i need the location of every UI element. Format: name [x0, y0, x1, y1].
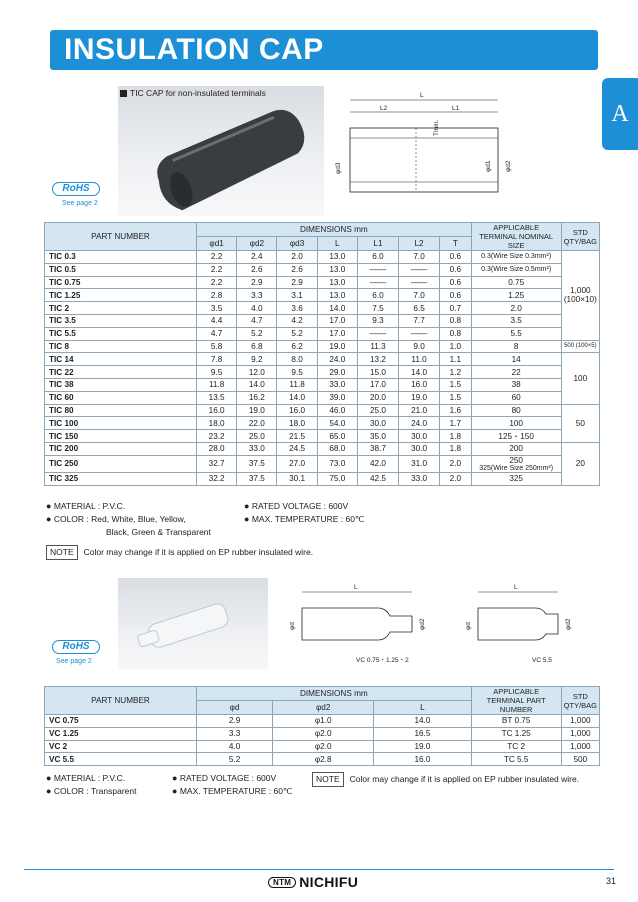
- applicable-terminal-cell: 22: [471, 366, 561, 379]
- dimension-cell: φ2.8: [273, 753, 374, 766]
- dimension-cell: 24.5: [277, 442, 317, 455]
- part-number-cell: TIC 80: [45, 404, 197, 417]
- section-tab: [602, 78, 638, 150]
- dimension-cell: 11.8: [197, 378, 237, 391]
- dimension-cell: 1.0: [440, 340, 472, 353]
- dimension-cell: 16.0: [277, 404, 317, 417]
- dimension-cell: 17.0: [317, 314, 357, 327]
- dimension-cell: 9.2: [237, 353, 277, 366]
- dimension-cell: 6.8: [237, 340, 277, 353]
- dimension-cell: φ1.0: [273, 715, 374, 728]
- part-number-cell: VC 5.5: [45, 753, 197, 766]
- part-number-cell: TIC 2: [45, 302, 197, 315]
- dimension-cell: 2.4: [237, 251, 277, 264]
- part-number-cell: VC 2: [45, 740, 197, 753]
- brand-mark: NTM: [268, 877, 296, 888]
- vc-col-applicable-terminal: APPLICABLE TERMINAL PART NUMBER: [471, 687, 561, 715]
- dimension-cell: 5.2: [277, 327, 317, 340]
- vc-spec-color: COLOR : Transparent: [53, 786, 137, 796]
- page-title: INSULATION CAP: [64, 33, 324, 66]
- dimension-cell: 30.1: [277, 472, 317, 485]
- dimension-cell: 5.2: [197, 753, 273, 766]
- dimension-cell: 9.0: [399, 340, 440, 353]
- vc1-label-L: L: [354, 584, 358, 591]
- spec-voltage: RATED VOLTAGE : 600V: [251, 501, 349, 511]
- dimension-cell: 68.0: [317, 442, 357, 455]
- photo-caption: TIC CAP for non-insulated terminals: [120, 88, 266, 98]
- dimension-cell: 27.0: [277, 455, 317, 472]
- dimension-cell: 24.0: [317, 353, 357, 366]
- vc-specs-mid: ● RATED VOLTAGE : 600V ● MAX. TEMPERATURE : 60℃: [172, 773, 293, 796]
- dimension-cell: 14.0: [237, 378, 277, 391]
- table-row: [45, 417, 600, 430]
- dimension-cell: 4.4: [197, 314, 237, 327]
- dimension-cell: 5.2: [237, 327, 277, 340]
- dimension-cell: 46.0: [317, 404, 357, 417]
- applicable-terminal-cell: 5.5: [471, 327, 561, 340]
- dimension-cell: 65.0: [317, 430, 357, 443]
- dimension-cell: 0.6: [440, 251, 472, 264]
- dimension-cell: 6.0: [357, 289, 398, 302]
- tic-specs-left: ● MATERIAL : P.V.C. ● COLOR : Red, White, Blue, Yellow, Black, Green & Transparent: [46, 501, 211, 537]
- note-text: Color may change if it is applied on EP rubber insulated wire.: [83, 547, 314, 557]
- table-row: [45, 430, 600, 443]
- dimension-cell: 16.0: [399, 378, 440, 391]
- part-number-cell: TIC 325: [45, 472, 197, 485]
- applicable-terminal-cell: 0.3(Wire Size 0.5mm²): [471, 263, 561, 276]
- see-page-link-2[interactable]: See page 2: [56, 658, 92, 665]
- dimension-cell: 7.0: [399, 251, 440, 264]
- dimension-cell: 7.0: [399, 289, 440, 302]
- spec-color-cont: Black, Green & Transparent: [106, 527, 211, 537]
- tic-note: [46, 545, 313, 560]
- dimension-cell: 2.8: [197, 289, 237, 302]
- dimension-cell: 1.5: [440, 378, 472, 391]
- col-L: L: [317, 237, 357, 251]
- dimension-cell: 4.2: [277, 314, 317, 327]
- dimension-cell: 37.5: [237, 455, 277, 472]
- vc2-caption: VC 5.5: [532, 657, 552, 664]
- dimension-cell: 16.5: [374, 727, 471, 740]
- col-d2: φd2: [237, 237, 277, 251]
- dimension-cell: 29.0: [317, 366, 357, 379]
- part-number-cell: TIC 38: [45, 378, 197, 391]
- applicable-terminal-cell: 3.5: [471, 314, 561, 327]
- std-qty-cell: 1,000: [561, 727, 599, 740]
- part-number-cell: TIC 60: [45, 391, 197, 404]
- dimension-cell: 6.5: [399, 302, 440, 315]
- dimension-cell: 11.8: [277, 378, 317, 391]
- applicable-terminal-cell: 60: [471, 391, 561, 404]
- std-qty-cell: 50: [561, 404, 599, 442]
- std-qty-cell: 1,000: [561, 715, 599, 728]
- dimension-cell: 4.7: [237, 314, 277, 327]
- dimension-cell: ――: [357, 263, 398, 276]
- dimension-cell: 2.9: [237, 276, 277, 289]
- dimension-cell: 14.0: [317, 302, 357, 315]
- table-row: [45, 740, 600, 753]
- dimension-cell: 13.0: [317, 251, 357, 264]
- dimension-cell: 2.6: [277, 263, 317, 276]
- dimension-cell: 1.1: [440, 353, 472, 366]
- dimension-cell: 38.7: [357, 442, 398, 455]
- std-qty-cell: 100: [561, 353, 599, 404]
- dimension-cell: 42.5: [357, 472, 398, 485]
- dimension-cell: 24.0: [399, 417, 440, 430]
- note-label: NOTE: [46, 545, 78, 560]
- dimension-cell: 0.6: [440, 263, 472, 276]
- dimension-cell: 16.2: [237, 391, 277, 404]
- dimension-cell: 0.6: [440, 289, 472, 302]
- tic-dimension-diagram: [330, 86, 530, 212]
- dimension-cell: 3.1: [277, 289, 317, 302]
- dimension-cell: 21.0: [399, 404, 440, 417]
- applicable-terminal-cell: 38: [471, 378, 561, 391]
- dimension-cell: 3.3: [237, 289, 277, 302]
- dimension-cell: 12.0: [237, 366, 277, 379]
- applicable-terminal-cell: 2.0: [471, 302, 561, 315]
- vc2-label-L: L: [514, 584, 518, 591]
- table-row: [45, 289, 600, 302]
- dimension-cell: 6.2: [277, 340, 317, 353]
- table-row: [45, 404, 600, 417]
- dimension-cell: 1.7: [440, 417, 472, 430]
- dimension-cell: 25.0: [357, 404, 398, 417]
- dimension-cell: 6.0: [357, 251, 398, 264]
- table-row: [45, 340, 600, 353]
- dimension-cell: 18.0: [197, 417, 237, 430]
- part-number-cell: TIC 0.3: [45, 251, 197, 264]
- vc-col-d2: φd2: [273, 701, 374, 715]
- see-page-link[interactable]: See page 2: [62, 200, 98, 207]
- dimension-cell: 9.5: [277, 366, 317, 379]
- dimension-cell: 8.0: [277, 353, 317, 366]
- dimension-cell: 33.0: [399, 472, 440, 485]
- dimension-cell: 2.9: [197, 715, 273, 728]
- dimension-cell: 1.8: [440, 442, 472, 455]
- table-row: [45, 442, 600, 455]
- dimension-cell: 4.0: [237, 302, 277, 315]
- dimension-cell: 13.0: [317, 263, 357, 276]
- dimension-cell: 23.2: [197, 430, 237, 443]
- dimension-cell: 7.5: [357, 302, 398, 315]
- table-row: [45, 263, 600, 276]
- applicable-terminal-cell: 200: [471, 442, 561, 455]
- section-tab-label: A: [611, 101, 629, 127]
- table-row: [45, 715, 600, 728]
- vc-note-label: NOTE: [312, 772, 344, 787]
- dimension-cell: 21.5: [277, 430, 317, 443]
- dimension-cell: 15.0: [357, 366, 398, 379]
- col-dimensions: DIMENSIONS mm: [197, 223, 472, 237]
- rohs-badge-2: RoHS: [52, 640, 100, 654]
- vc-col-part-number: PART NUMBER: [45, 687, 197, 715]
- applicable-terminal-cell: 8: [471, 340, 561, 353]
- applicable-terminal-cell: 80: [471, 404, 561, 417]
- vc-note: [312, 772, 579, 787]
- vc-spec-temp: MAX. TEMPERATURE : 60℃: [179, 786, 293, 796]
- dimension-cell: 1.8: [440, 430, 472, 443]
- dimension-cell: 22.0: [237, 417, 277, 430]
- part-number-cell: TIC 8: [45, 340, 197, 353]
- table-row: [45, 251, 600, 264]
- part-number-cell: TIC 150: [45, 430, 197, 443]
- diagram-label-d3: φd3: [335, 162, 342, 174]
- title-bar: [50, 30, 598, 70]
- vc-55-diagram: [458, 578, 578, 670]
- table-row: [45, 302, 600, 315]
- table-row: [45, 378, 600, 391]
- dimension-cell: 11.0: [399, 353, 440, 366]
- dimension-cell: 13.2: [357, 353, 398, 366]
- applicable-terminal-cell: 100: [471, 417, 561, 430]
- tic-cap-photo: [118, 86, 324, 216]
- table-row: [45, 753, 600, 766]
- applicable-terminal-cell: TC 5.5: [471, 753, 561, 766]
- dimension-cell: 19.0: [374, 740, 471, 753]
- std-qty-cell: 1,000: [561, 740, 599, 753]
- dimension-cell: ――: [399, 263, 440, 276]
- dimension-cell: 2.0: [277, 251, 317, 264]
- applicable-terminal-cell: 1.25: [471, 289, 561, 302]
- dimension-cell: 1.2: [440, 366, 472, 379]
- dimension-cell: ――: [399, 327, 440, 340]
- table-row: [45, 472, 600, 485]
- dimension-cell: 33.0: [237, 442, 277, 455]
- dimension-cell: 14.0: [277, 391, 317, 404]
- part-number-cell: TIC 200: [45, 442, 197, 455]
- applicable-terminal-cell: 0.3(Wire Size 0.3mm²): [471, 251, 561, 264]
- vc2-label-d2: φd2: [565, 618, 572, 630]
- applicable-terminal-cell: 125・150: [471, 430, 561, 443]
- footer-divider: [24, 869, 614, 870]
- dimension-cell: 2.9: [277, 276, 317, 289]
- dimension-cell: 3.5: [197, 302, 237, 315]
- col-std-qty: STD QTY/BAG: [561, 223, 599, 251]
- std-qty-cell: 20: [561, 442, 599, 485]
- table-row: [45, 314, 600, 327]
- vc-cap-photo: [118, 578, 268, 670]
- dimension-cell: 9.5: [197, 366, 237, 379]
- applicable-terminal-cell: 325: [471, 472, 561, 485]
- std-qty-cell: 500 (100×5): [561, 340, 599, 353]
- dimension-cell: 7.8: [197, 353, 237, 366]
- dimension-cell: 19.0: [237, 404, 277, 417]
- dimension-cell: 18.0: [277, 417, 317, 430]
- applicable-terminal-cell: TC 1.25: [471, 727, 561, 740]
- bullet-square-icon: [120, 90, 127, 97]
- dimension-cell: 0.8: [440, 327, 472, 340]
- part-number-cell: VC 1.25: [45, 727, 197, 740]
- dimension-cell: 17.0: [317, 327, 357, 340]
- dimension-cell: 7.7: [399, 314, 440, 327]
- part-number-cell: TIC 0.75: [45, 276, 197, 289]
- tic-dimension-table: [44, 222, 600, 486]
- vc-specs-left: ● MATERIAL : P.V.C. ● COLOR : Transparent: [46, 773, 137, 796]
- spec-color: COLOR : Red, White, Blue, Yellow,: [53, 514, 186, 524]
- table-row: [45, 353, 600, 366]
- std-qty-cell: 1,000 (100×10): [561, 251, 599, 341]
- vc-075-diagram: [282, 578, 430, 670]
- dimension-cell: 3.6: [277, 302, 317, 315]
- vc-note-text: Color may change if it is applied on EP rubber insulated wire.: [349, 774, 580, 784]
- dimension-cell: 30.0: [399, 430, 440, 443]
- vc-col-L: L: [374, 701, 471, 715]
- dimension-cell: 31.0: [399, 455, 440, 472]
- vc-spec-voltage: RATED VOLTAGE : 600V: [179, 773, 277, 783]
- dimension-cell: 14.0: [374, 715, 471, 728]
- dimension-cell: 16.0: [374, 753, 471, 766]
- tic-specs-right: ● RATED VOLTAGE : 600V ● MAX. TEMPERATURE : 60℃: [244, 501, 365, 524]
- dimension-cell: 9.3: [357, 314, 398, 327]
- dimension-cell: 13.0: [317, 276, 357, 289]
- dimension-cell: 1.6: [440, 404, 472, 417]
- dimension-cell: 2.2: [197, 276, 237, 289]
- dimension-cell: ――: [357, 327, 398, 340]
- dimension-cell: 2.2: [197, 263, 237, 276]
- dimension-cell: 13.5: [197, 391, 237, 404]
- applicable-terminal-cell: 0.75: [471, 276, 561, 289]
- dimension-cell: 2.6: [237, 263, 277, 276]
- vc1-label-d: φd: [289, 622, 296, 630]
- dimension-cell: 1.5: [440, 391, 472, 404]
- dimension-cell: 0.8: [440, 314, 472, 327]
- vc-spec-material: MATERIAL : P.V.C.: [53, 773, 126, 783]
- diagram-label-L2: L2: [380, 105, 388, 112]
- applicable-terminal-note: 325(Wire Size 250mm²): [479, 464, 554, 472]
- rohs-badge: RoHS: [52, 182, 100, 196]
- dimension-cell: 19.0: [399, 391, 440, 404]
- dimension-cell: 19.0: [317, 340, 357, 353]
- vc-col-d: φd: [197, 701, 273, 715]
- brand-name: NICHIFU: [299, 874, 359, 890]
- col-d1: φd1: [197, 237, 237, 251]
- dimension-cell: 11.3: [357, 340, 398, 353]
- part-number-cell: TIC 14: [45, 353, 197, 366]
- dimension-cell: 25.0: [237, 430, 277, 443]
- dimension-cell: 2.0: [440, 455, 472, 472]
- dimension-cell: φ2.0: [273, 727, 374, 740]
- diagram-label-L1: L1: [452, 105, 460, 112]
- table-row: [45, 366, 600, 379]
- table-row: [45, 327, 600, 340]
- vc2-label-d: φd: [465, 622, 472, 630]
- dimension-cell: 30.0: [399, 442, 440, 455]
- dimension-cell: 35.0: [357, 430, 398, 443]
- std-qty-cell: 500: [561, 753, 599, 766]
- col-L2: L2: [399, 237, 440, 251]
- dimension-cell: 0.6: [440, 276, 472, 289]
- dimension-cell: 13.0: [317, 289, 357, 302]
- col-part-number: PART NUMBER: [45, 223, 197, 251]
- col-L1: L1: [357, 237, 398, 251]
- applicable-terminal-cell: 250 325(Wire Size 250mm²): [471, 455, 561, 472]
- col-T: T: [440, 237, 472, 251]
- table-row: [45, 727, 600, 740]
- table-row: [45, 391, 600, 404]
- col-d3: φd3: [277, 237, 317, 251]
- dimension-cell: 28.0: [197, 442, 237, 455]
- diagram-label-tmin: Tmin.: [433, 119, 440, 136]
- dimension-cell: 14.0: [399, 366, 440, 379]
- dimension-cell: 0.7: [440, 302, 472, 315]
- vc-dimension-table: [44, 686, 600, 766]
- diagram-label-d1: φd1: [485, 160, 492, 172]
- dimension-cell: 33.0: [317, 378, 357, 391]
- dimension-cell: 39.0: [317, 391, 357, 404]
- dimension-cell: 17.0: [357, 378, 398, 391]
- dimension-cell: ――: [399, 276, 440, 289]
- dimension-cell: 42.0: [357, 455, 398, 472]
- dimension-cell: 16.0: [197, 404, 237, 417]
- dimension-cell: 2.0: [440, 472, 472, 485]
- spec-temp: MAX. TEMPERATURE : 60℃: [251, 514, 365, 524]
- part-number-cell: TIC 5.5: [45, 327, 197, 340]
- vc-col-std-qty: STD QTY/BAG: [561, 687, 599, 715]
- dimension-cell: 30.0: [357, 417, 398, 430]
- dimension-cell: 4.0: [197, 740, 273, 753]
- dimension-cell: 32.7: [197, 455, 237, 472]
- vc-cap-image: [118, 578, 268, 670]
- dimension-cell: 32.2: [197, 472, 237, 485]
- dimension-cell: ――: [357, 276, 398, 289]
- part-number-cell: VC 0.75: [45, 715, 197, 728]
- part-number-cell: TIC 3.5: [45, 314, 197, 327]
- table-row: [45, 276, 600, 289]
- vc1-caption: VC 0.75・1.25・2: [356, 657, 409, 664]
- dimension-cell: 37.5: [237, 472, 277, 485]
- vc1-label-d2: φd2: [419, 618, 426, 630]
- vc-col-dimensions: DIMENSIONS mm: [197, 687, 472, 701]
- applicable-terminal-cell: 14: [471, 353, 561, 366]
- page-number: 31: [606, 876, 617, 886]
- dimension-cell: 4.7: [197, 327, 237, 340]
- diagram-label-L: L: [420, 92, 424, 99]
- col-applicable-terminal: APPLICABLE TERMINAL NOMINAL SIZE: [471, 223, 561, 251]
- part-number-cell: TIC 0.5: [45, 263, 197, 276]
- brand-logo: [268, 874, 358, 890]
- applicable-terminal-cell: TC 2: [471, 740, 561, 753]
- dimension-cell: 54.0: [317, 417, 357, 430]
- part-number-cell: TIC 22: [45, 366, 197, 379]
- dimension-cell: 5.8: [197, 340, 237, 353]
- dimension-cell: 20.0: [357, 391, 398, 404]
- tic-cap-image: [118, 86, 324, 216]
- dimension-cell: 73.0: [317, 455, 357, 472]
- dimension-cell: 75.0: [317, 472, 357, 485]
- applicable-terminal-cell: BT 0.75: [471, 715, 561, 728]
- part-number-cell: TIC 1.25: [45, 289, 197, 302]
- part-number-cell: TIC 250: [45, 455, 197, 472]
- part-number-cell: TIC 100: [45, 417, 197, 430]
- table-row: [45, 455, 600, 472]
- spec-material: MATERIAL : P.V.C.: [53, 501, 126, 511]
- dimension-cell: 3.3: [197, 727, 273, 740]
- dimension-cell: φ2.0: [273, 740, 374, 753]
- dimension-cell: 2.2: [197, 251, 237, 264]
- diagram-label-d2: φd2: [505, 160, 512, 172]
